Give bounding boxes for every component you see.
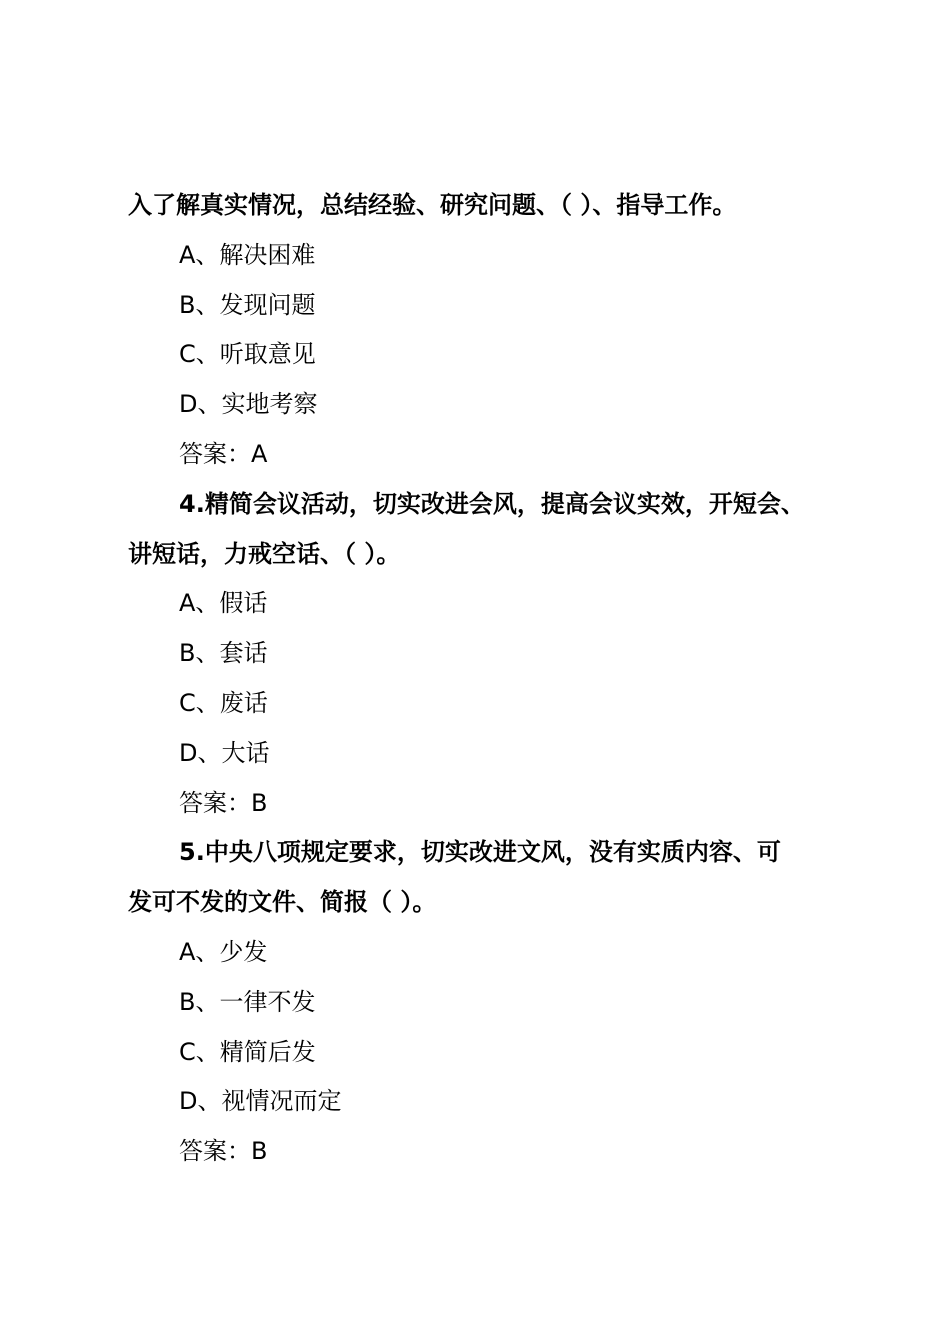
question-3-option-b: B、发现问题 bbox=[179, 290, 316, 319]
question-4-option-d: D、大话 bbox=[179, 738, 270, 767]
question-5-option-a: A、少发 bbox=[179, 937, 268, 966]
question-3-option-d: D、实地考察 bbox=[179, 390, 318, 419]
question-4-stem-line-2: 讲短话，力戒空话、（ ）。 bbox=[128, 539, 401, 568]
question-5-stem-line-2: 发可不发的文件、简报（ ）。 bbox=[128, 888, 437, 917]
question-3-option-c: C、听取意见 bbox=[179, 340, 316, 369]
question-5-option-b: B、一律不发 bbox=[179, 987, 316, 1016]
question-5-answer: 答案：B bbox=[179, 1137, 268, 1166]
question-4-answer: 答案：B bbox=[179, 788, 268, 817]
question-5-stem-line-1: 5.中央八项规定要求，切实改进文风，没有实质内容、可 bbox=[179, 838, 781, 867]
question-list bbox=[128, 181, 858, 1177]
question-3-stem-line-2: 入了解真实情况，总结经验、研究问题、（ ）、指导工作。 bbox=[128, 191, 737, 219]
question-3-option-a: A、解决困难 bbox=[179, 240, 316, 269]
question-3-answer: 答案：A bbox=[179, 439, 268, 468]
question-4-stem-line-1: 4.精简会议活动，切实改进会风，提高会议实效，开短会、 bbox=[179, 489, 805, 518]
question-4-option-b: B、套话 bbox=[179, 639, 268, 668]
question-4-option-a: A、假话 bbox=[179, 589, 268, 618]
question-5-option-c: C、精简后发 bbox=[179, 1037, 316, 1066]
question-4-option-c: C、废话 bbox=[179, 688, 268, 717]
question-5-option-d: D、视情况而定 bbox=[179, 1087, 342, 1116]
